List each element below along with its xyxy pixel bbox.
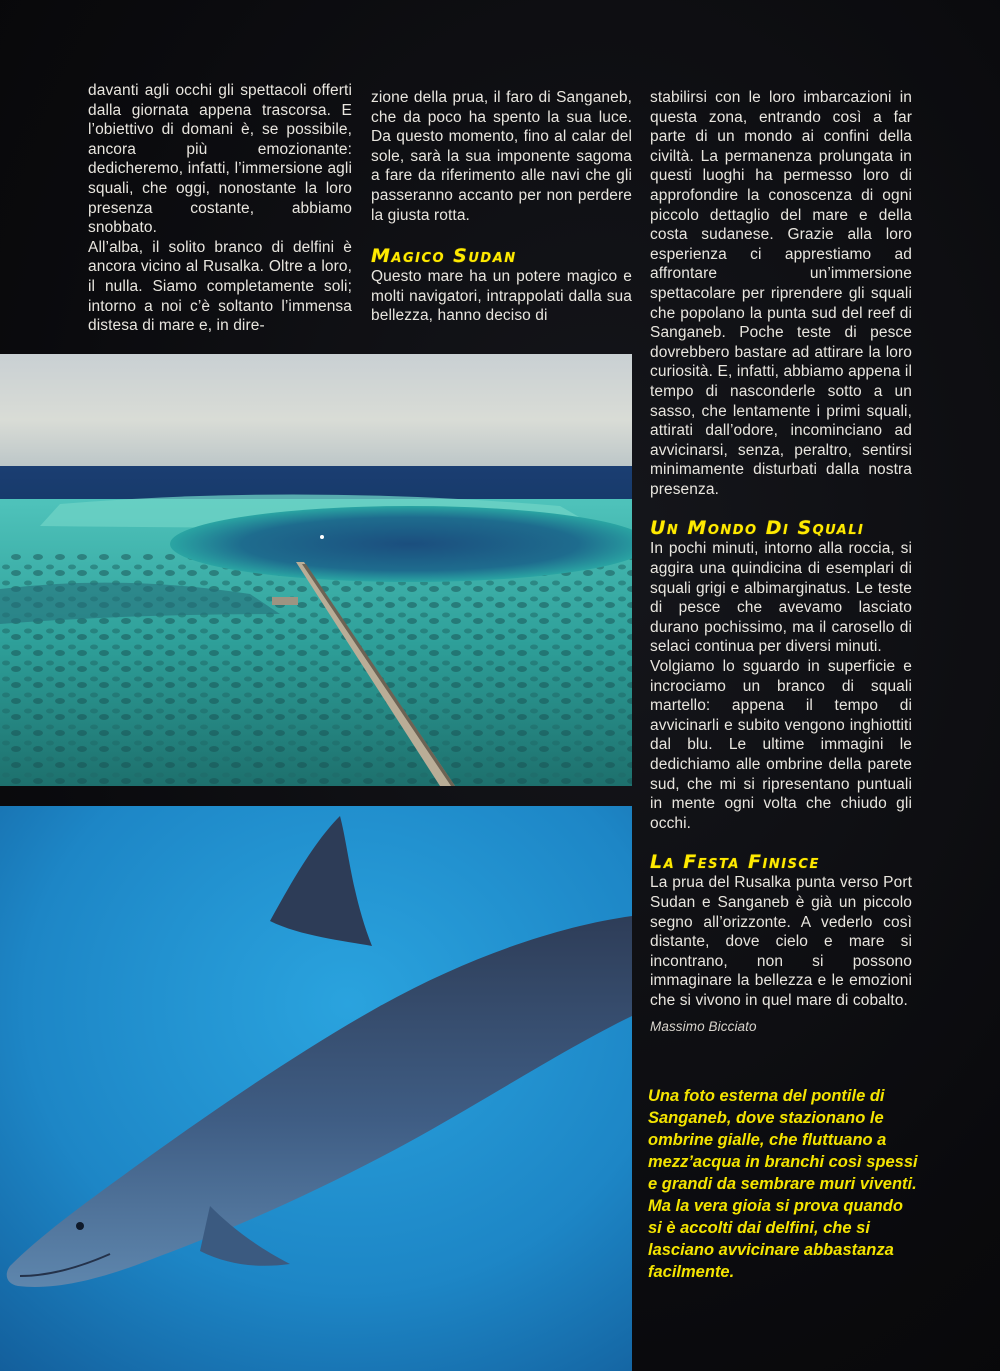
text-column-2 xyxy=(371,88,632,326)
section-heading-un-mondo-di-squali: Un Mondo Di Squali xyxy=(650,517,865,540)
boat xyxy=(320,535,324,539)
dolphin-eye xyxy=(76,1222,84,1230)
body-paragraph: In pochi minuti, intorno alla roccia, si aggira una quindicina di esemplari di squali grigi e albimarginatus. Le teste di pesce che avevamo lasciato durano pochissimo, ma il carosello di selaci continua per diversi minuti. xyxy=(650,540,912,656)
dolphin-illustration xyxy=(0,806,632,1371)
reef-aerial-illustration xyxy=(0,354,632,786)
dolphin-underwater-photo xyxy=(0,806,632,1371)
section-heading-la-festa-finisce: La Festa Finisce xyxy=(650,851,820,874)
lagoon xyxy=(170,506,632,582)
text-column-1 xyxy=(88,81,352,336)
body-paragraph: zione della prua, il faro di Sanganeb, che da poco ha spento la sua luce. Da questo momento, fino al calar del sole, sarà la sua imponente sagoma a fare da riferimento alle navi che gli passeranno accanto per non perdere la giusta rotta. xyxy=(371,89,632,224)
body-paragraph: All’alba, il solito branco di delfini è ancora vicino al Rusalka. Oltre a loro, il nulla. Siamo completamente soli; intorno a noi c’è soltanto l’immensa distesa di mare e, in dire- xyxy=(88,238,352,335)
body-paragraph: La prua del Rusalka punta verso Port Sudan e Sanganeb è già un piccolo segno all’orizzonte. A vederlo così distante, dove cielo e mare si incontrano, non si possono immaginare la bellezza e le emozioni che si vivono in quel mare di cobalto. xyxy=(650,874,912,1009)
text-column-3 xyxy=(650,88,912,1036)
body-paragraph: davanti agli occhi gli spettacoli offerti dalla giornata appena trascorsa. E l’obiettivo di domani è, se possibile, ancora più emozionante: dedicheremo, infatti, l’immersione agli squali, che oggi, nonostante la loro presenza costante, abbiamo snobbato. xyxy=(88,82,352,237)
sky xyxy=(0,354,632,474)
photo-caption: Una foto esterna del pontile di Sanganeb, dove stazionano le ombrine gialle, che fluttuano a mezz’acqua in branchi così spessi e grandi da sembrare muri viventi. Ma la vera gioia si prova quando si è accolti dai delfini, che si lasciano avvicinare abbastanza facilmente. xyxy=(648,1087,918,1281)
body-paragraph: stabilirsi con le loro imbarcazioni in questa zona, entrando così a far parte di un mondo ai confini della civiltà. La permanenza prolungata in questi luoghi ha permesso loro di approfondire la conoscenza di ogni piccolo dettaglio del mare e della costa sudanese. Grazie alla loro esperienza ci apprestiamo ad affrontare un’immersione spettacolare per riprendere gli squali che popolano la punta sud del reef di Sanganeb. Poche teste di pesce dovrebbero bastare ad attirare la loro curiosità. E, infatti, abbiamo appena il tempo di nasconderle sotto a un sasso, che lentamente i primi squali, attirati dall’odore, incominciano ad avvicinarsi, senza, peraltro, sentirsi minimamente disturbati dalla nostra presenza. xyxy=(650,89,912,498)
section-heading-magico-sudan: Magico Sudan xyxy=(371,245,517,268)
body-paragraph: Questo mare ha un potere magico e molti navigatori, intrappolati dalla sua bellezza, hanno deciso di xyxy=(371,268,632,325)
reef-aerial-photo xyxy=(0,354,632,786)
body-paragraph: Volgiamo lo sguardo in superficie e incrociamo un branco di squali martello: appena il tempo di avvicinarli e subito vengono inghiottiti dal blu. Le ultime immagini le dedichiamo alle ombrine della parete sud, che mi si ripresentano puntuali in mente ogni volta che chiudo gli occhi. xyxy=(650,658,912,832)
jetty-platform xyxy=(272,597,298,605)
author-signature: Massimo Bicciato xyxy=(650,1018,757,1034)
